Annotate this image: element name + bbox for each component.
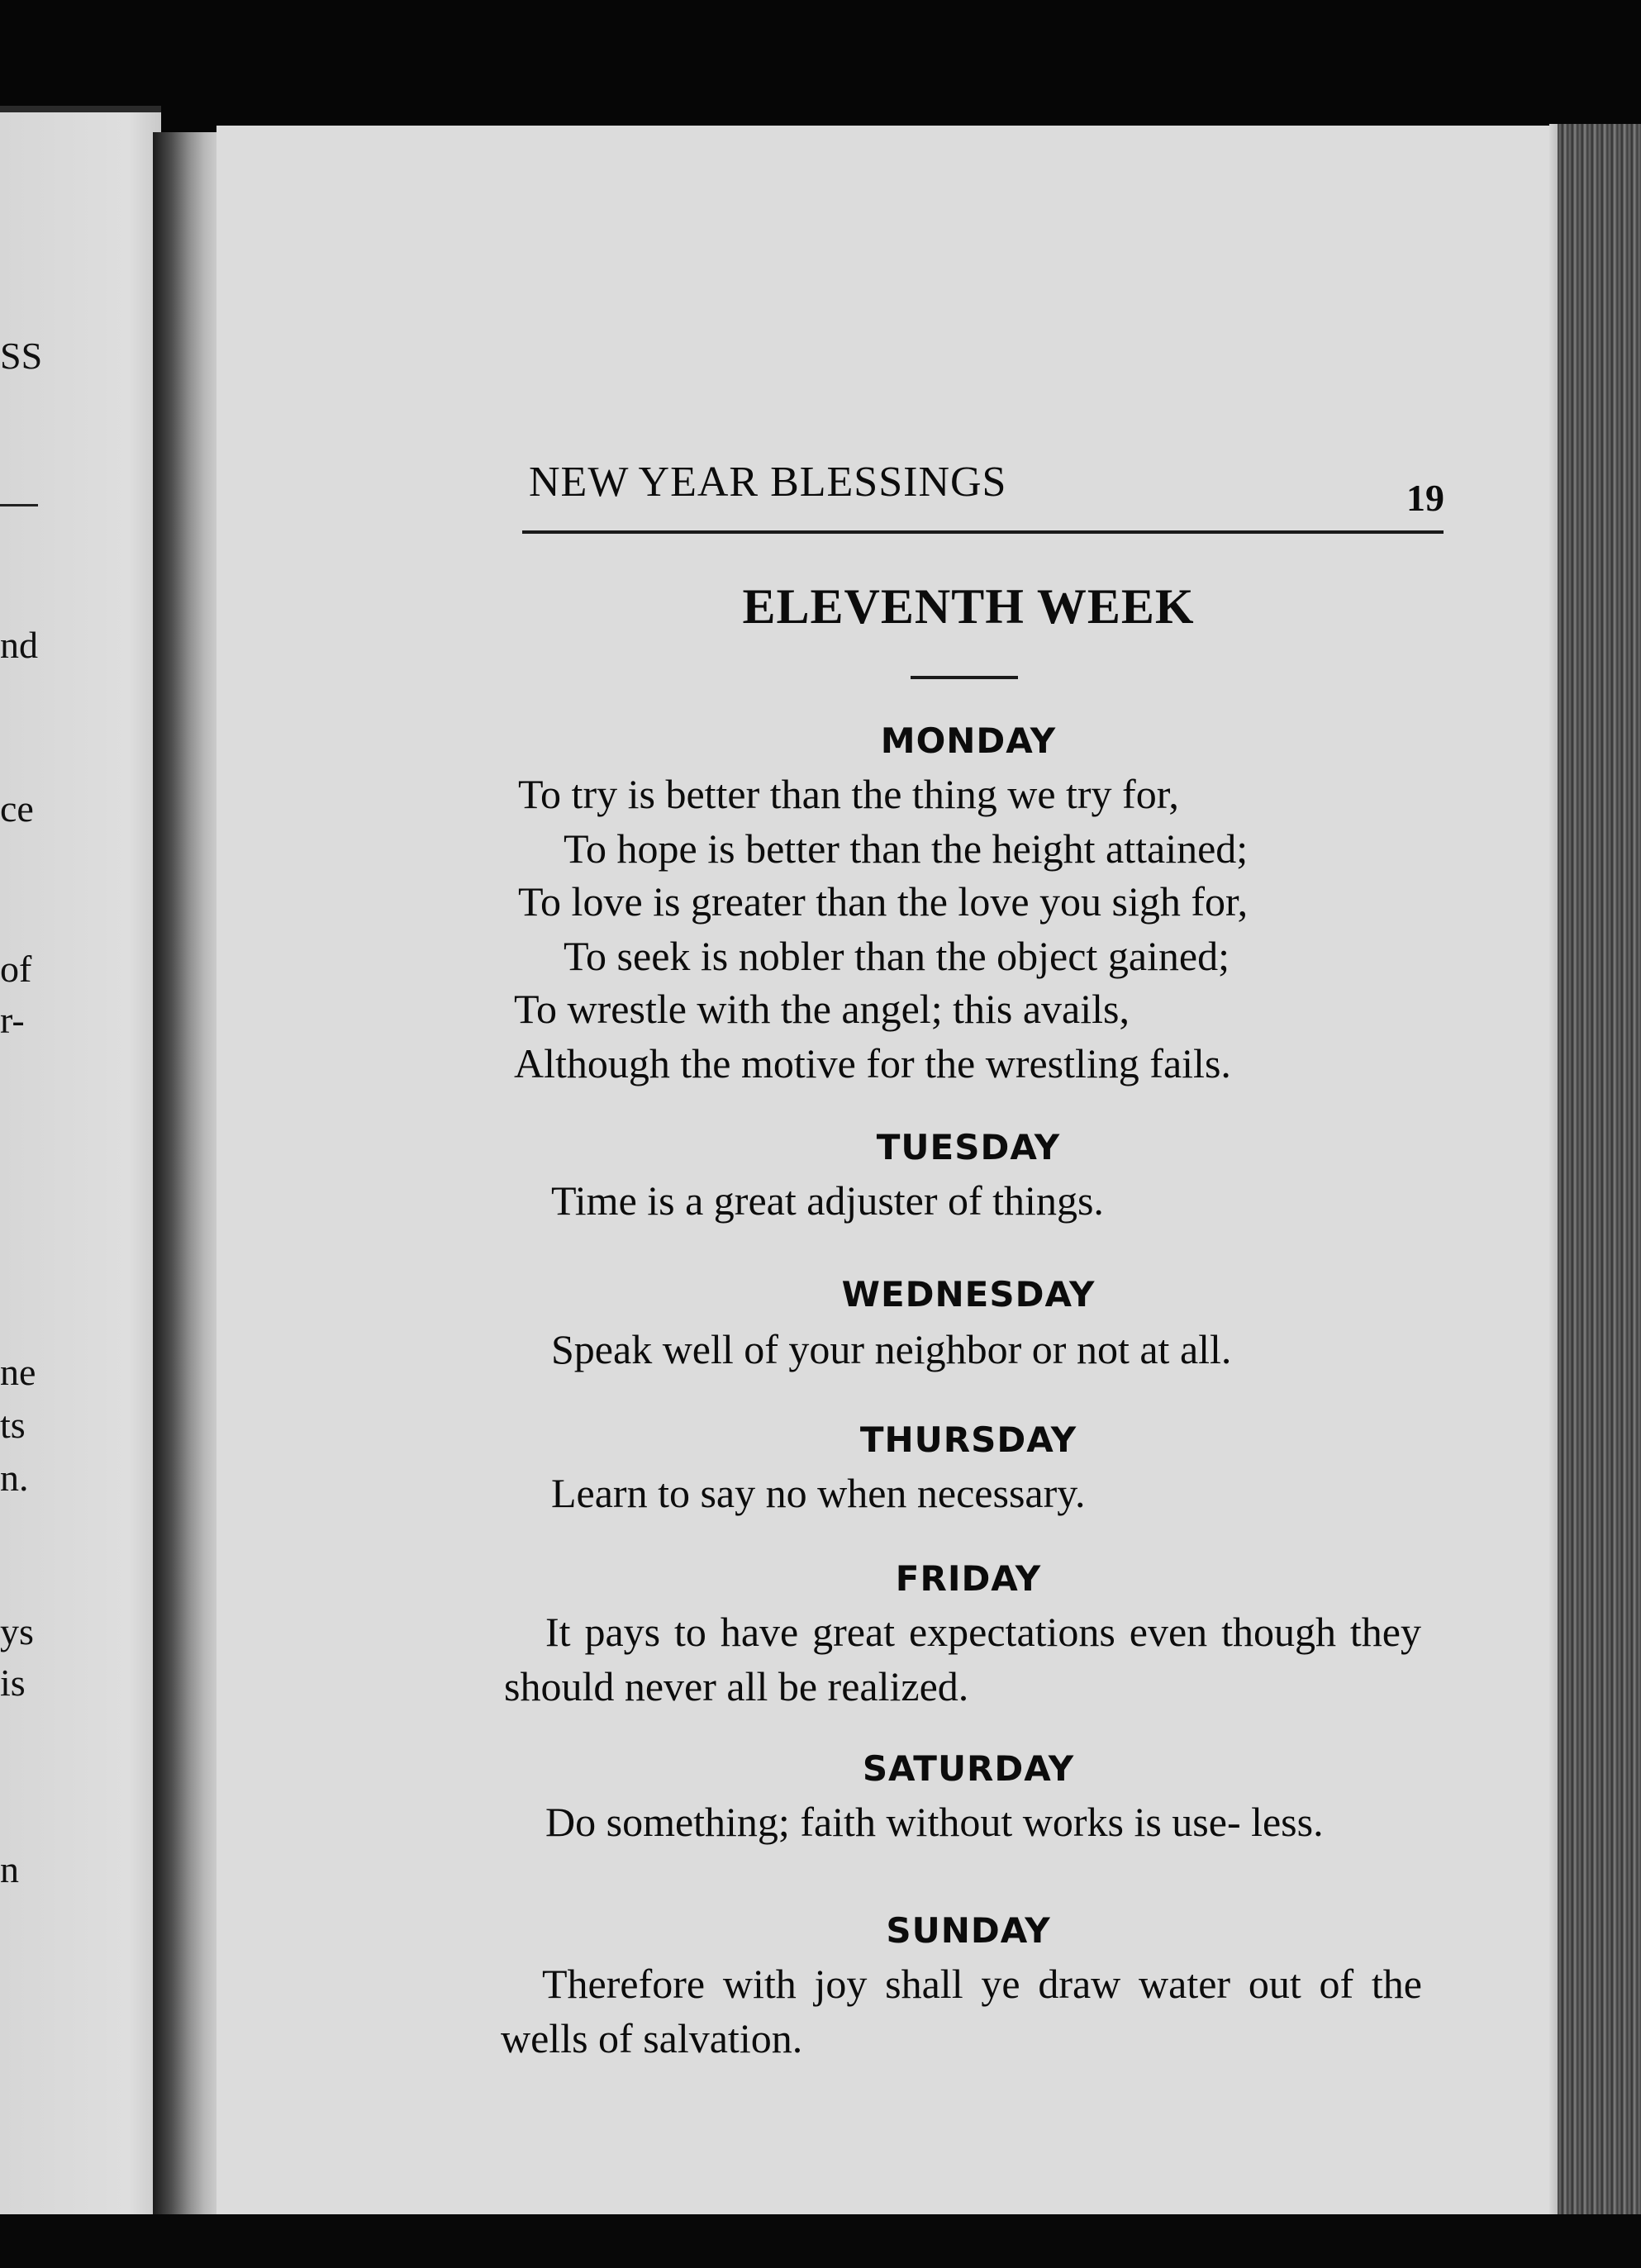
book-cover-edge <box>1558 124 1641 2223</box>
facing-page-fragment: ts <box>0 1404 26 1446</box>
day-heading-wednesday: WEDNESDAY <box>841 1274 1096 1315</box>
day-heading-friday: FRIDAY <box>895 1558 1042 1599</box>
poem-line: To hope is better than the height attained; <box>564 825 1249 872</box>
day-text-tuesday: Time is a great adjuster of things. <box>551 1177 1104 1224</box>
running-title: NEW YEAR BLESSINGS <box>529 459 1007 506</box>
week-title: ELEVENTH WEEK <box>742 579 1195 634</box>
facing-page-fragment: n. <box>0 1457 29 1499</box>
book-gutter <box>153 132 219 2223</box>
facing-page-fragment: ne <box>0 1351 36 1393</box>
facing-page-fragment: nd <box>0 624 38 666</box>
page-content <box>489 126 1448 2191</box>
facing-page <box>0 106 161 2219</box>
day-heading-thursday: THURSDAY <box>859 1419 1077 1460</box>
day-text-sunday: Therefore with joy shall ye draw water out of the wells of salvation. <box>501 1961 1422 2061</box>
poem-line: To try is better than the thing we try for, <box>518 771 1179 817</box>
scan-border-top <box>0 0 1641 132</box>
day-heading-saturday: SATURDAY <box>862 1748 1075 1789</box>
day-heading-tuesday: TUESDAY <box>876 1127 1061 1167</box>
day-heading-sunday: SUNDAY <box>886 1910 1051 1951</box>
facing-page-rule <box>0 504 38 506</box>
poem-line: To wrestle with the angel; this avails, <box>514 986 1130 1032</box>
day-text-saturday: Do something; faith without works is use- less. <box>545 1799 1324 1845</box>
book-page <box>216 126 1557 2216</box>
poem-line: To seek is nobler than the object gained; <box>564 933 1230 979</box>
poem-line: To love is greater than the love you sigh for, <box>518 878 1249 925</box>
day-text-friday: It pays to have great expectations even though they should never all be realized. <box>504 1609 1421 1709</box>
scan-border-bottom <box>0 2214 1641 2268</box>
facing-page-fragment: r- <box>0 999 25 1041</box>
header-rule <box>522 530 1444 534</box>
facing-page-fragment: is <box>0 1662 26 1704</box>
title-divider <box>911 676 1018 679</box>
facing-page-fragment: SS <box>0 335 43 377</box>
facing-page-fragment: ce <box>0 787 34 830</box>
facing-page-fragment: of <box>0 948 32 990</box>
day-heading-monday: MONDAY <box>880 720 1057 761</box>
facing-page-fragment: ys <box>0 1610 34 1652</box>
day-text-wednesday: Speak well of your neighbor or not at all. <box>551 1326 1232 1372</box>
facing-page-fragment: n <box>0 1848 19 1890</box>
day-text-thursday: Learn to say no when necessary. <box>551 1470 1086 1516</box>
poem-line: Although the motive for the wrestling fails. <box>514 1040 1231 1086</box>
page-number: 19 <box>1406 477 1444 519</box>
